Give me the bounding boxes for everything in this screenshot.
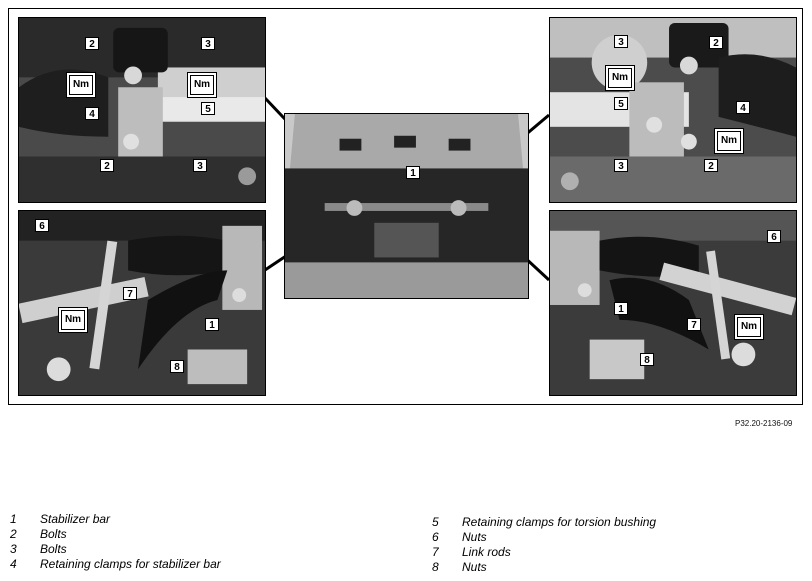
legend-item-2: 2 Bolts xyxy=(10,527,67,541)
torque-box-tr-right: Nm xyxy=(714,128,744,154)
photo-top-right-image xyxy=(550,18,796,202)
callout-tl-2a: 2 xyxy=(85,37,99,50)
torque-box-tr-left: Nm xyxy=(605,65,635,91)
legend-item-8: 8 Nuts xyxy=(432,560,487,574)
callout-br-6: 6 xyxy=(767,230,781,243)
callout-bl-1: 1 xyxy=(205,318,219,331)
torque-box-br: Nm xyxy=(734,314,764,340)
callout-tr-2a: 2 xyxy=(709,36,723,49)
callout-center-1: 1 xyxy=(406,166,420,179)
callout-tr-2b: 2 xyxy=(704,159,718,172)
callout-tr-3a: 3 xyxy=(614,35,628,48)
callout-bl-8: 8 xyxy=(170,360,184,373)
torque-box-tl-right: Nm xyxy=(187,72,217,98)
torque-box-bl: Nm xyxy=(58,307,88,333)
callout-tl-4: 4 xyxy=(85,107,99,120)
photo-center-image xyxy=(285,114,528,298)
photo-top-left-image xyxy=(19,18,265,202)
callout-tl-5: 5 xyxy=(201,102,215,115)
figure-reference: P32.20-2136-09 xyxy=(735,419,793,428)
callout-br-7: 7 xyxy=(687,318,701,331)
photo-top-left xyxy=(18,17,266,203)
callout-bl-6: 6 xyxy=(35,219,49,232)
callout-tr-3b: 3 xyxy=(614,159,628,172)
callout-tr-4: 4 xyxy=(736,101,750,114)
legend-item-7: 7 Link rods xyxy=(432,545,511,559)
photo-bottom-right-image xyxy=(550,211,796,395)
callout-tl-2b: 2 xyxy=(100,159,114,172)
photo-top-right xyxy=(549,17,797,203)
callout-tl-3a: 3 xyxy=(201,37,215,50)
legend-item-1: 1 Stabilizer bar xyxy=(10,512,111,526)
callout-br-8: 8 xyxy=(640,353,654,366)
legend-item-3: 3 Bolts xyxy=(10,542,67,556)
legend-item-6: 6 Nuts xyxy=(432,530,487,544)
legend-item-4: 4 Retaining clamps for stabilizer bar xyxy=(10,557,221,571)
callout-br-1: 1 xyxy=(614,302,628,315)
callout-bl-7: 7 xyxy=(123,287,137,300)
photo-bottom-right xyxy=(549,210,797,396)
legend-item-5: 5 Retaining clamps for torsion bushing xyxy=(432,515,657,529)
callout-tl-3b: 3 xyxy=(193,159,207,172)
photo-bottom-left-image xyxy=(19,211,265,395)
torque-box-tl-left: Nm xyxy=(66,72,96,98)
photo-bottom-left xyxy=(18,210,266,396)
photo-center xyxy=(284,113,529,299)
callout-tr-5: 5 xyxy=(614,97,628,110)
